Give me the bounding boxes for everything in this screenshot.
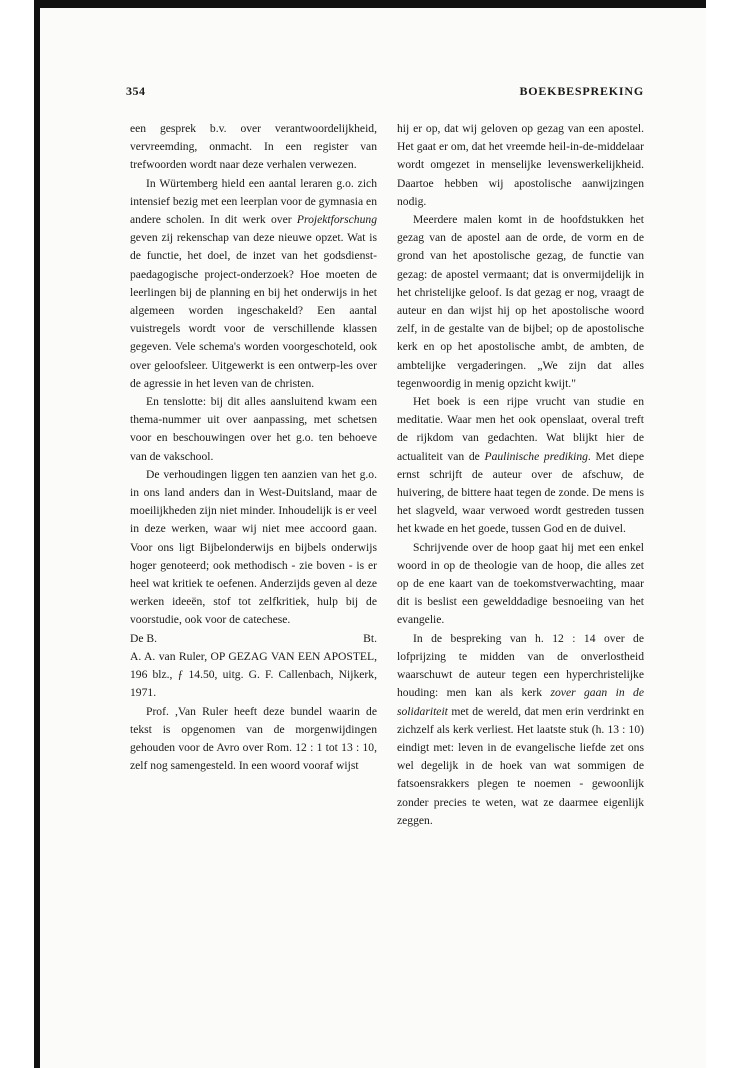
signature-left: De B.	[130, 631, 158, 645]
paragraph: En tenslotte: bij dit alles aansluitend kwam een thema-nummer uit over aanpassing, met schetsen voor en beschouwingen over het g.o. ten behoeve van de vakschool.	[130, 395, 377, 463]
italic-phrase: zover gaan in de solidariteit	[397, 686, 644, 718]
text-run: In de bespreking van h. 12 : 14 over de lofprijzing te midden van de onverlostheid waarschuwt de auteur tegen een hyperchristelijke houding: men kan als kerk	[397, 631, 644, 700]
page-header	[126, 84, 644, 104]
paragraph	[397, 393, 644, 539]
text-run: met de wereld, dat men erin verdrinkt en zichzelf als kerk verliest. Het laatste stuk (h. 13 : 10) eindigt met: leven in de evangelische liefde zet ons wel degelijk in de hoek van wat sommigen de fatsoensrakkers plegen te noemen - gewoonlijk zonder precies te weten, wat ze daarmee eigenlijk zeggen.	[397, 704, 644, 827]
paragraph: Schrijvende over de hoop gaat hij met een enkel woord in op de theologie van de hoop, die alles zet op de ene kaart van de toekomstverwachting, maar dit is beslist een gewelddadige besnoeiing van het evangelie.	[397, 540, 644, 627]
paragraph: Meerdere malen komt in de hoofdstukken het gezag van de apostel aan de orde, de vorm en de grond van het apostolische gezag, de functie van gezag: de apostel vermaant; dat is onvermijdelijk in het christelijke geloof. Is dat gezag er nog, vraagt de auteur en dan wijst hij op het apostolische woord zelf, in de gestalte van de bijbel; op de apostolische kerk en op het apostolische ambt, de ambten, de ambtelijke vergaderingen. „We zijn dat alles tegenwoordig in menig opzicht kwijt."	[397, 213, 644, 390]
right-column	[397, 120, 644, 830]
signature-right: Bt.	[363, 631, 377, 645]
paragraph: een gesprek b.v. over verantwoordelijkheid, vervreemding, onmacht. In een register van trefwoorden wordt naar deze verhalen verwezen.	[130, 122, 377, 172]
italic-title: Projektforschung	[296, 213, 377, 227]
paragraph: Prof. ,Van Ruler heeft deze bundel waarin de tekst is opgenomen van de morgenwijdingen gehouden voor de Avro over Rom. 12 : 1 tot 13 : 10, zelf nog samengesteld. In een woord vooraf wijst	[130, 704, 377, 773]
page-number: 354	[126, 84, 146, 98]
reviewer-signature	[130, 630, 377, 648]
paragraph	[130, 175, 377, 393]
text-run: In Würtemberg hield een aantal leraren g.o. zich intensief bezig met een leerplan voor de gymnasia en andere scholen. In dit werk over	[130, 176, 377, 227]
paragraph: hij er op, dat wij geloven op gezag van een apostel. Het gaat er om, dat het vreemde heil-in-de-middelaar wordt omgezet in menselijke levenswerkelijkheid. Daartoe hebben wij apostolische aanwijzingen nodig.	[397, 122, 644, 208]
text-run: geven zij rekenschap van deze nieuwe opzet. Wat is de functie, het doel, de inzet van het godsdienst-paedagogische project-onderzoek? Hoe moeten de leerlingen bij de planning en bij het onderwijs in het algemeen worden ingeschakeld? Een aantal vuistregels wordt voor de verschillende klassen gegeven. Vele schema's worden voorgeschoteld, ook over geloofsleer. Uitgewerkt is een ontwerp-les over de agressie in het leven van de christen.	[130, 231, 377, 390]
running-head: BOEKBESPREKING	[519, 84, 644, 98]
paragraph	[397, 630, 644, 830]
left-column	[130, 120, 377, 775]
italic-term: Paulinische prediking	[484, 449, 588, 463]
bibliographic-entry: A. A. van Ruler, OP GEZAG VAN EEN APOSTEL, 196 blz., ƒ 14.50, uitg. G. F. Callenbach, Nijkerk, 1971.	[130, 649, 377, 700]
text-run: . Met diepe ernst schrijft de auteur over de afschuw, de huivering, de bittere haat tegen de zonde. De mens is het slagveld, waar verwoed wordt gestreden tussen het kwade en het goede, tussen God en de duivel.	[397, 449, 644, 536]
text-run: Het boek is een rijpe vrucht van studie en meditatie. Waar men het ook openslaat, overal treft de rijkdom van gedachten. Wat blijkt hier de actualiteit van de	[397, 395, 644, 463]
paragraph: De verhoudingen liggen ten aanzien van het g.o. in ons land anders dan in West-Duitsland, maar de moeilijkheden zijn niet minder. Inhoudelijk is er veel in deze werken, waar wij niet mee accoord gaan. Voor ons ligt Bijbelonderwijs en bijbels onderwijs hoger genoteerd; ook methodisch - zie boven - is er heel wat kritiek te oefenen. Anderzijds geven al deze werken ideeën, stof tot zelfkritiek, hulp bij de voorstudie, ook voor de catechese.	[130, 467, 377, 627]
scan-border-top	[34, 0, 706, 8]
